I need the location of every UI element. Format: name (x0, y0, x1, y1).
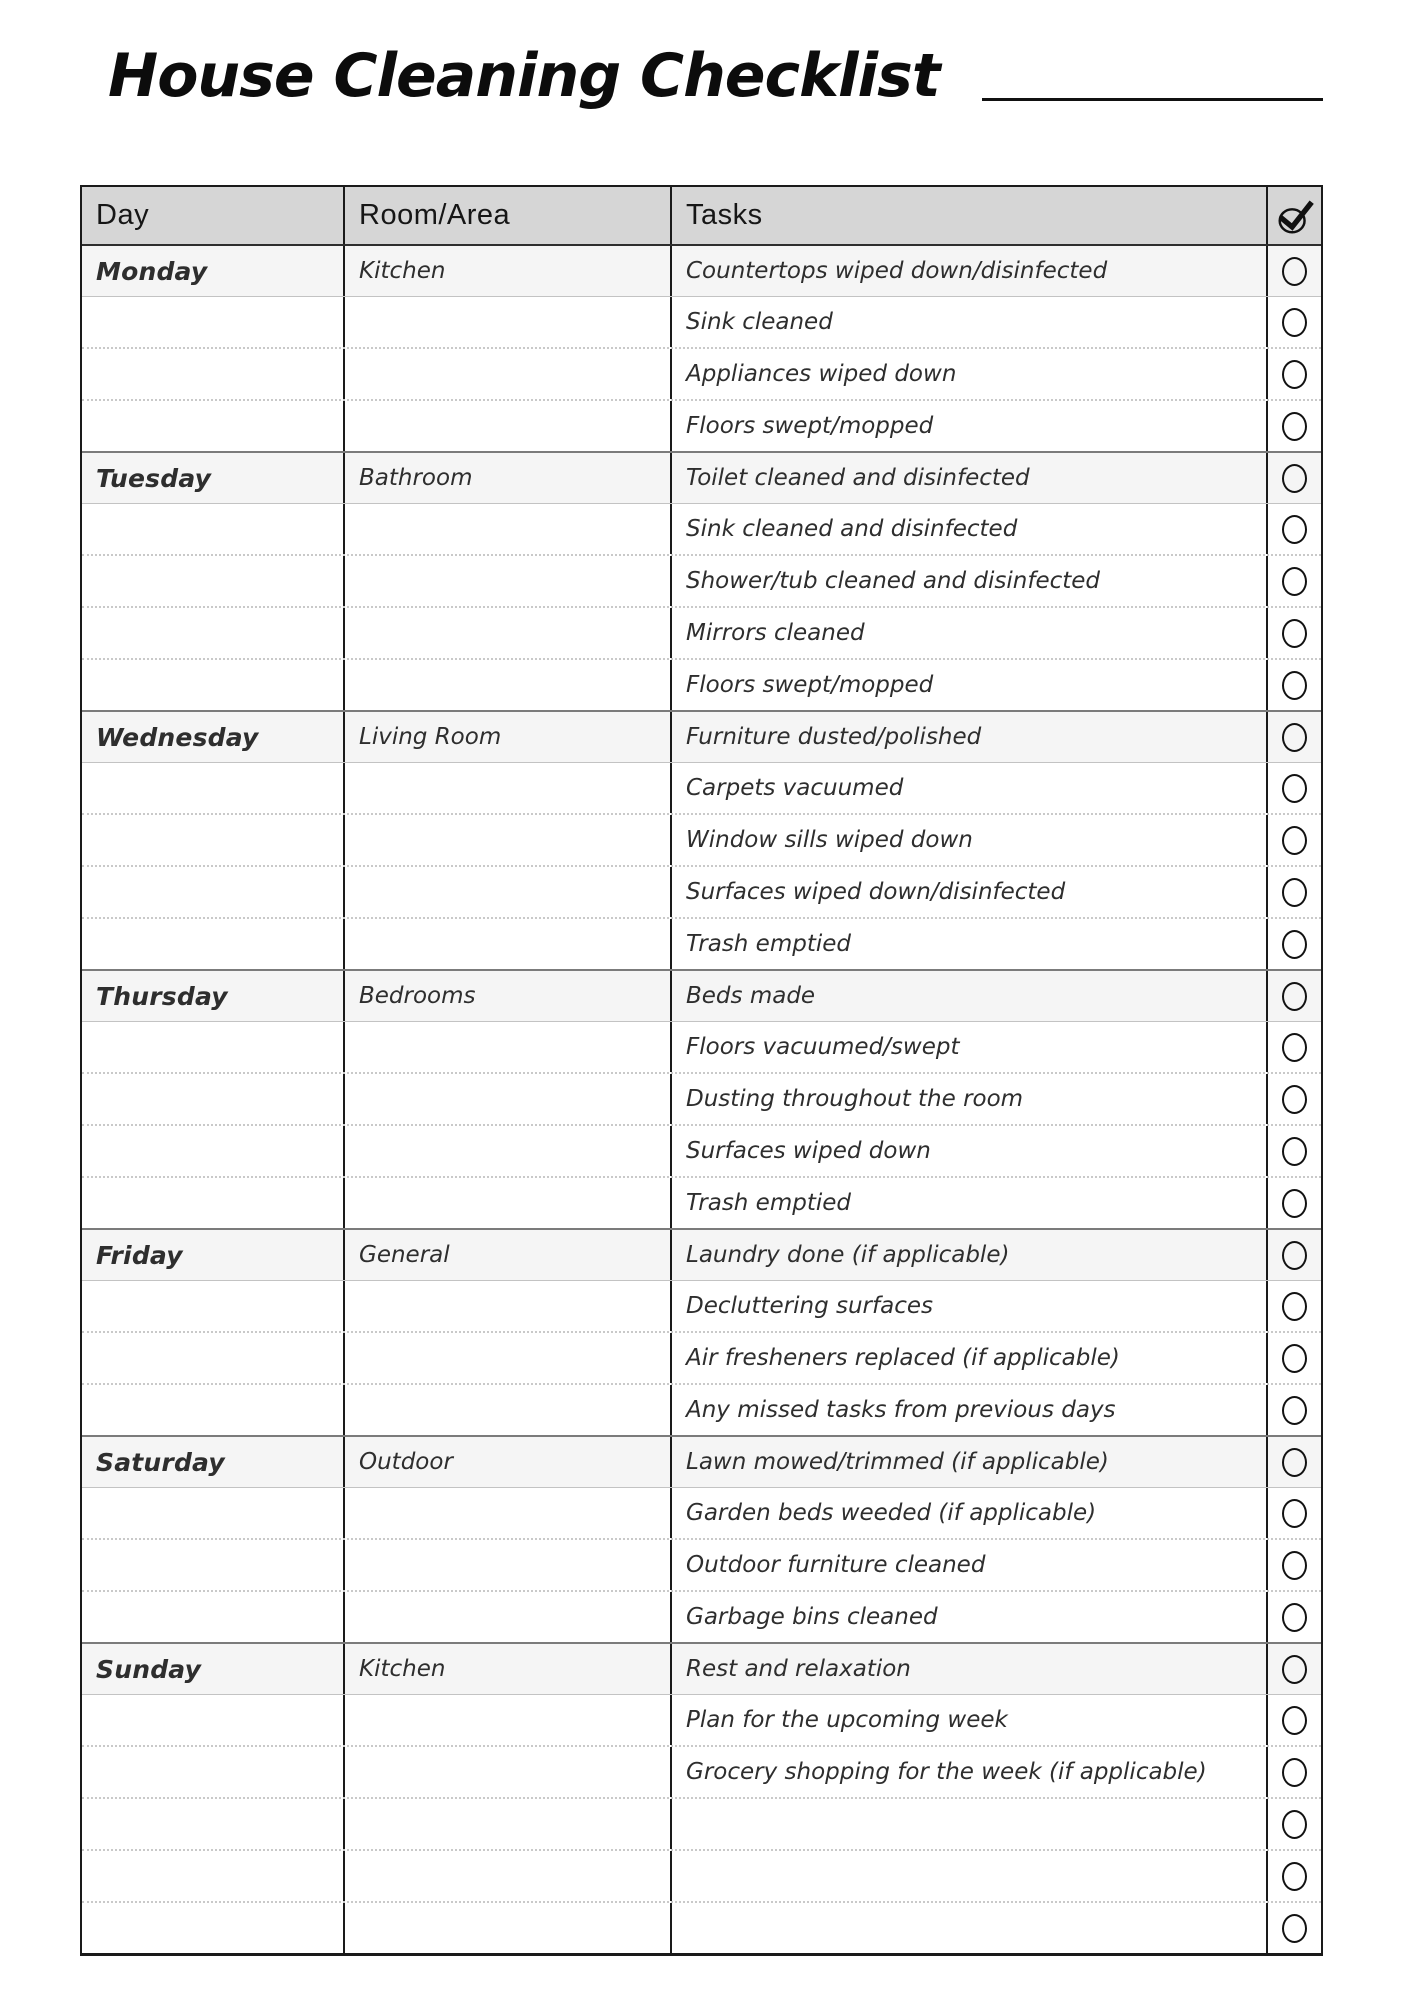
task-cell: Sink cleaned and disinfected (672, 504, 1268, 554)
task-row (82, 1797, 1321, 1849)
room-cell (345, 1385, 672, 1435)
task-row (82, 1901, 1321, 1953)
day-cell (82, 504, 345, 554)
task-row (82, 347, 1321, 399)
checkbox-circle[interactable] (1282, 1189, 1307, 1218)
room-cell (345, 1540, 672, 1590)
task-row (82, 865, 1321, 917)
day-cell (82, 401, 345, 451)
task-row (82, 762, 1321, 813)
task-row (82, 1072, 1321, 1124)
check-circle-icon (1274, 195, 1316, 237)
day-cell (82, 763, 345, 813)
room-cell (345, 608, 672, 658)
check-cell (1268, 1126, 1321, 1176)
task-cell: Laundry done (if applicable) (672, 1230, 1268, 1280)
task-cell: Decluttering surfaces (672, 1281, 1268, 1331)
checkbox-circle[interactable] (1282, 1706, 1307, 1735)
task-cell (672, 1799, 1268, 1849)
day-cell (82, 1281, 345, 1331)
checklist-table (80, 185, 1323, 1956)
column-header-day: Day (82, 187, 345, 244)
check-cell (1268, 1488, 1321, 1538)
room-cell (345, 1022, 672, 1072)
room-cell (345, 1126, 672, 1176)
room-cell (345, 1799, 672, 1849)
checkbox-circle[interactable] (1282, 1862, 1307, 1891)
task-cell: Trash emptied (672, 919, 1268, 969)
checkbox-circle[interactable] (1282, 930, 1307, 959)
day-cell: Sunday (82, 1644, 345, 1694)
checkbox-circle[interactable] (1282, 1499, 1307, 1528)
task-cell: Air fresheners replaced (if applicable) (672, 1333, 1268, 1383)
day-cell (82, 1074, 345, 1124)
room-cell (345, 763, 672, 813)
checkbox-circle[interactable] (1282, 619, 1307, 648)
day-row-friday (82, 1228, 1321, 1280)
room-cell (345, 1695, 672, 1745)
check-cell (1268, 763, 1321, 813)
day-cell (82, 1540, 345, 1590)
day-cell (82, 1022, 345, 1072)
checkbox-circle[interactable] (1282, 412, 1307, 441)
task-row (82, 1745, 1321, 1797)
check-cell (1268, 608, 1321, 658)
room-cell (345, 867, 672, 917)
task-cell: Grocery shopping for the week (if applicable) (672, 1747, 1268, 1797)
task-row (82, 1280, 1321, 1331)
room-cell: Kitchen (345, 1644, 672, 1694)
check-cell (1268, 919, 1321, 969)
title-row (80, 42, 1323, 111)
task-cell: Rest and relaxation (672, 1644, 1268, 1694)
day-cell: Monday (82, 246, 345, 296)
room-cell (345, 1851, 672, 1901)
room-cell (345, 297, 672, 347)
day-cell: Thursday (82, 971, 345, 1021)
checkbox-circle[interactable] (1282, 671, 1307, 700)
task-row (82, 296, 1321, 347)
check-cell (1268, 1281, 1321, 1331)
day-cell (82, 608, 345, 658)
task-cell: Dusting throughout the room (672, 1074, 1268, 1124)
check-cell (1268, 1903, 1321, 1953)
task-row (82, 917, 1321, 969)
room-cell (345, 556, 672, 606)
checkbox-circle[interactable] (1282, 826, 1307, 855)
checkbox-circle[interactable] (1282, 878, 1307, 907)
task-cell: Toilet cleaned and disinfected (672, 453, 1268, 503)
day-cell (82, 660, 345, 710)
check-cell (1268, 401, 1321, 451)
task-row (82, 1538, 1321, 1590)
task-row (82, 1021, 1321, 1072)
table-header-row (82, 187, 1321, 246)
document-page (0, 42, 1424, 1956)
checkbox-circle[interactable] (1282, 1033, 1307, 1062)
day-cell (82, 349, 345, 399)
room-cell: Kitchen (345, 246, 672, 296)
day-cell (82, 1385, 345, 1435)
check-cell (1268, 504, 1321, 554)
task-row (82, 813, 1321, 865)
checkbox-circle[interactable] (1282, 1137, 1307, 1166)
room-cell (345, 504, 672, 554)
check-cell (1268, 712, 1321, 762)
column-header-check (1268, 187, 1321, 244)
check-cell (1268, 815, 1321, 865)
checkbox-circle[interactable] (1282, 774, 1307, 803)
task-cell: Surfaces wiped down/disinfected (672, 867, 1268, 917)
task-cell: Countertops wiped down/disinfected (672, 246, 1268, 296)
check-cell (1268, 246, 1321, 296)
table-body (82, 246, 1321, 1953)
task-row (82, 1590, 1321, 1642)
room-cell (345, 1178, 672, 1228)
room-cell: Living Room (345, 712, 672, 762)
task-row (82, 1124, 1321, 1176)
checkbox-circle[interactable] (1282, 1758, 1307, 1787)
task-row (82, 1849, 1321, 1901)
check-cell (1268, 1695, 1321, 1745)
check-cell (1268, 349, 1321, 399)
column-header-tasks: Tasks (672, 187, 1268, 244)
task-row (82, 1176, 1321, 1228)
task-cell: Beds made (672, 971, 1268, 1021)
day-cell (82, 1903, 345, 1953)
checkbox-circle[interactable] (1282, 567, 1307, 596)
task-cell: Carpets vacuumed (672, 763, 1268, 813)
checkbox-circle[interactable] (1282, 723, 1307, 752)
task-cell: Appliances wiped down (672, 349, 1268, 399)
day-cell (82, 1851, 345, 1901)
room-cell: General (345, 1230, 672, 1280)
check-cell (1268, 453, 1321, 503)
checkbox-circle[interactable] (1282, 360, 1307, 389)
day-cell (82, 1747, 345, 1797)
day-cell: Tuesday (82, 453, 345, 503)
check-cell (1268, 1799, 1321, 1849)
day-cell (82, 297, 345, 347)
checkbox-circle[interactable] (1282, 464, 1307, 493)
column-header-room: Room/Area (345, 187, 672, 244)
room-cell (345, 1488, 672, 1538)
day-cell (82, 815, 345, 865)
day-cell (82, 1333, 345, 1383)
checkbox-circle[interactable] (1282, 1241, 1307, 1270)
check-cell (1268, 1074, 1321, 1124)
check-cell (1268, 971, 1321, 1021)
task-cell: Furniture dusted/polished (672, 712, 1268, 762)
checkbox-circle[interactable] (1282, 1914, 1307, 1943)
task-cell: Trash emptied (672, 1178, 1268, 1228)
day-cell (82, 919, 345, 969)
task-row (82, 554, 1321, 606)
room-cell (345, 1592, 672, 1642)
checkbox-circle[interactable] (1282, 1810, 1307, 1839)
day-cell: Wednesday (82, 712, 345, 762)
check-cell (1268, 1437, 1321, 1487)
day-cell (82, 1695, 345, 1745)
task-row (82, 399, 1321, 451)
room-cell: Bedrooms (345, 971, 672, 1021)
check-cell (1268, 1333, 1321, 1383)
checkbox-circle[interactable] (1282, 308, 1307, 337)
checkbox-circle[interactable] (1282, 1292, 1307, 1321)
task-cell: Plan for the upcoming week (672, 1695, 1268, 1745)
day-row-wednesday (82, 710, 1321, 762)
task-row (82, 1487, 1321, 1538)
task-cell: Any missed tasks from previous days (672, 1385, 1268, 1435)
room-cell (345, 660, 672, 710)
room-cell (345, 1281, 672, 1331)
task-row (82, 1694, 1321, 1745)
day-cell (82, 1799, 345, 1849)
title-underline-rule (982, 98, 1324, 101)
checkbox-circle[interactable] (1282, 1655, 1307, 1684)
room-cell (345, 815, 672, 865)
checkbox-circle[interactable] (1282, 1551, 1307, 1580)
check-cell (1268, 1540, 1321, 1590)
task-cell: Floors swept/mopped (672, 401, 1268, 451)
task-cell: Sink cleaned (672, 297, 1268, 347)
check-cell (1268, 1230, 1321, 1280)
check-cell (1268, 867, 1321, 917)
task-cell: Floors vacuumed/swept (672, 1022, 1268, 1072)
check-cell (1268, 1851, 1321, 1901)
checkbox-circle[interactable] (1282, 1448, 1307, 1477)
check-cell (1268, 1385, 1321, 1435)
task-row (82, 658, 1321, 710)
room-cell (345, 401, 672, 451)
day-cell: Saturday (82, 1437, 345, 1487)
room-cell (345, 1333, 672, 1383)
day-row-monday (82, 246, 1321, 296)
page-title: House Cleaning Checklist (108, 41, 940, 111)
task-cell: Surfaces wiped down (672, 1126, 1268, 1176)
checkbox-circle[interactable] (1282, 1344, 1307, 1373)
day-row-saturday (82, 1435, 1321, 1487)
check-cell (1268, 297, 1321, 347)
task-cell: Shower/tub cleaned and disinfected (672, 556, 1268, 606)
check-cell (1268, 556, 1321, 606)
check-cell (1268, 1592, 1321, 1642)
checkbox-circle[interactable] (1282, 1603, 1307, 1632)
check-cell (1268, 660, 1321, 710)
day-row-tuesday (82, 451, 1321, 503)
room-cell (345, 1074, 672, 1124)
task-cell: Window sills wiped down (672, 815, 1268, 865)
day-cell (82, 556, 345, 606)
checkbox-circle[interactable] (1282, 1085, 1307, 1114)
task-cell (672, 1903, 1268, 1953)
day-cell (82, 1592, 345, 1642)
task-row (82, 503, 1321, 554)
check-cell (1268, 1644, 1321, 1694)
task-cell (672, 1851, 1268, 1901)
checkbox-circle[interactable] (1282, 257, 1307, 286)
day-row-thursday (82, 969, 1321, 1021)
room-cell (345, 1747, 672, 1797)
task-cell: Garden beds weeded (if applicable) (672, 1488, 1268, 1538)
check-cell (1268, 1178, 1321, 1228)
task-row (82, 1383, 1321, 1435)
day-cell (82, 1178, 345, 1228)
room-cell (345, 349, 672, 399)
day-cell: Friday (82, 1230, 345, 1280)
task-row (82, 606, 1321, 658)
task-cell: Mirrors cleaned (672, 608, 1268, 658)
room-cell: Bathroom (345, 453, 672, 503)
day-cell (82, 867, 345, 917)
task-cell: Outdoor furniture cleaned (672, 1540, 1268, 1590)
task-cell: Garbage bins cleaned (672, 1592, 1268, 1642)
task-cell: Floors swept/mopped (672, 660, 1268, 710)
room-cell (345, 919, 672, 969)
day-cell (82, 1126, 345, 1176)
checkbox-circle[interactable] (1282, 982, 1307, 1011)
checkbox-circle[interactable] (1282, 1396, 1307, 1425)
checkbox-circle[interactable] (1282, 515, 1307, 544)
check-cell (1268, 1747, 1321, 1797)
room-cell: Outdoor (345, 1437, 672, 1487)
task-cell: Lawn mowed/trimmed (if applicable) (672, 1437, 1268, 1487)
day-row-sunday (82, 1642, 1321, 1694)
check-cell (1268, 1022, 1321, 1072)
room-cell (345, 1903, 672, 1953)
day-cell (82, 1488, 345, 1538)
task-row (82, 1331, 1321, 1383)
